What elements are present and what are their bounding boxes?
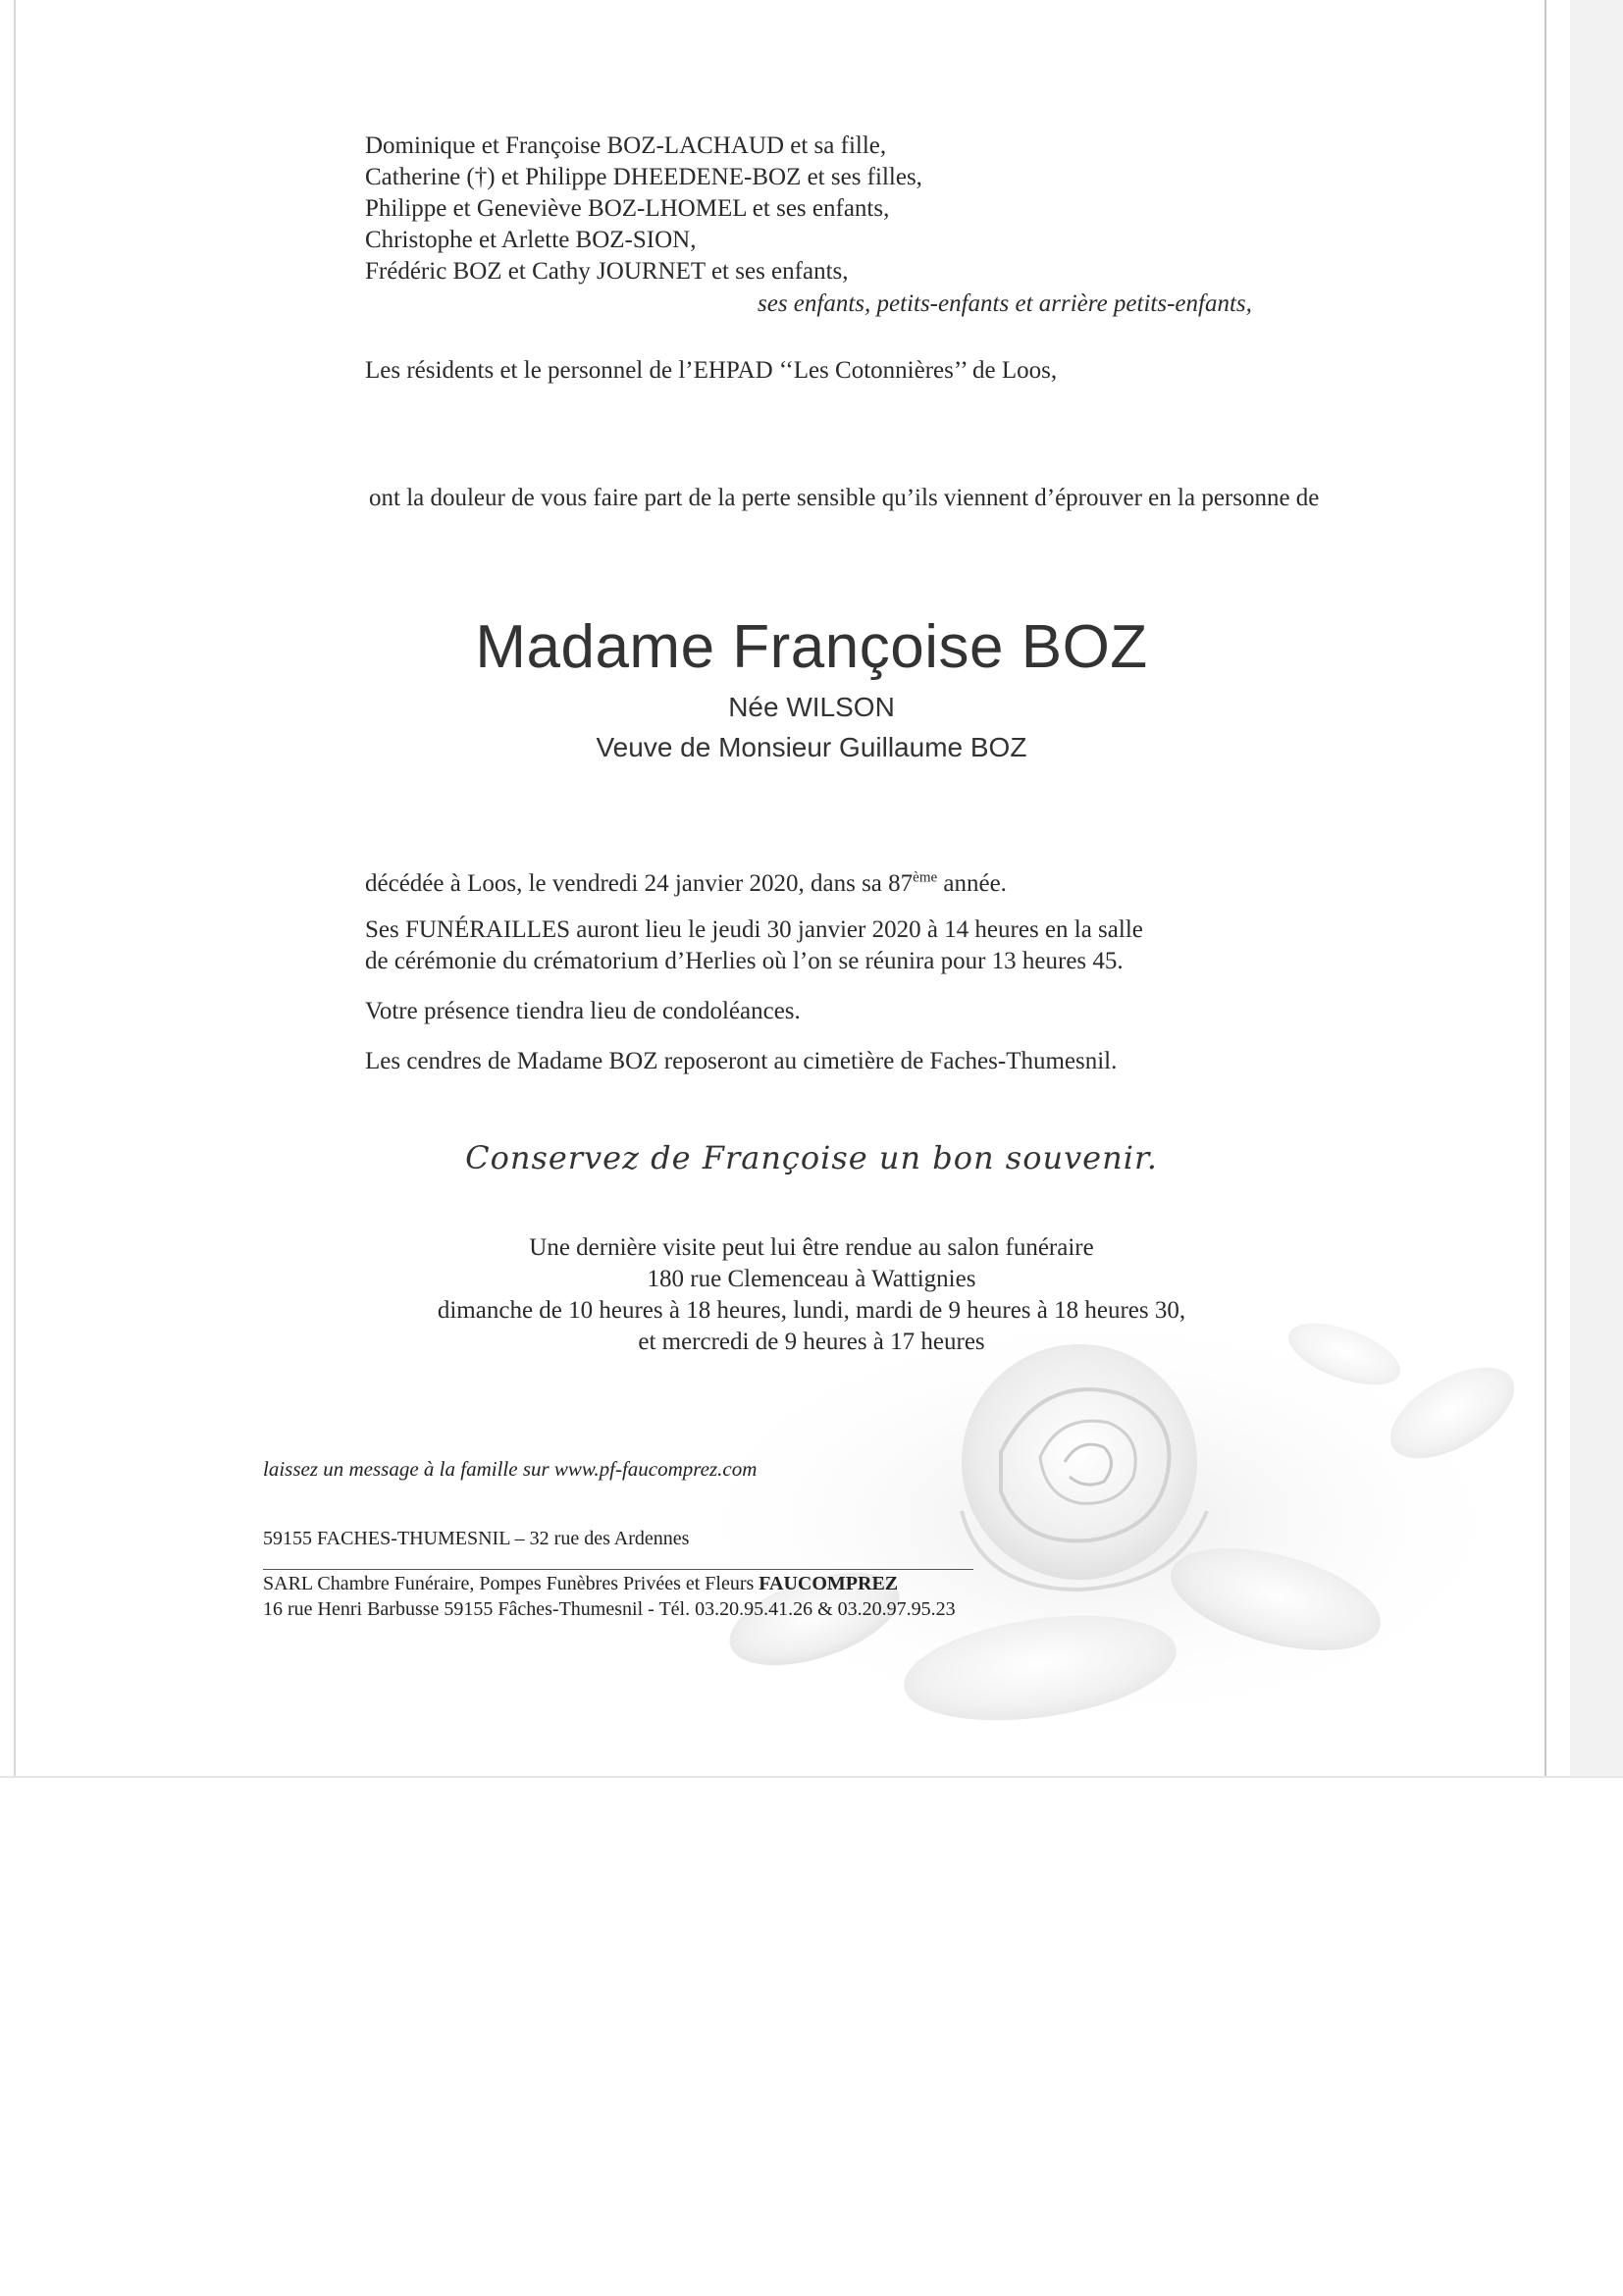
sheet-right-edge (1544, 0, 1546, 1778)
message-link-line: laissez un message à la famille sur www.pf-faucomprez.com (263, 1457, 758, 1481)
visit-line-3: dimanche de 10 heures à 18 heures, lundi, mardi de 9 heures à 18 heures 30, (437, 1297, 1186, 1324)
company-prefix: SARL Chambre Funéraire, Pompes Funèbres Privées et Fleurs (263, 1573, 759, 1594)
scan-shadow-band (1570, 0, 1623, 1778)
widow-of-line: Veuve de Monsieur Guillaume BOZ (596, 732, 1027, 762)
deceased-name: Madame Françoise BOZ (475, 613, 1148, 681)
funeral-line-1: Ses FUNÉRAILLES auront lieu le jeudi 30 janvier 2020 à 14 heures en la salle (365, 916, 1143, 943)
announcement-line: ont la douleur de vous faire part de la perte sensible qu’ils viennent d’éprouver en la personne de (369, 485, 1320, 511)
company-line (263, 1571, 898, 1596)
company-brand: FAUCOMPREZ (759, 1573, 899, 1594)
family-line-1: Dominique et Françoise BOZ-LACHAUD et sa fille, (365, 132, 887, 159)
sheet-left-edge (14, 0, 16, 1778)
family-line-2: Catherine (†) et Philippe DHEEDENE-BOZ et ses filles, (365, 164, 922, 190)
death-text-before: décédée à Loos, le vendredi 24 janvier 2020, dans sa 87 (365, 870, 914, 897)
family-line-5: Frédéric BOZ et Cathy JOURNET et ses enfants, (365, 258, 849, 285)
footer-divider (263, 1569, 973, 1570)
family-line-3: Philippe et Geneviève BOZ-LHOMEL et ses enfants, (365, 195, 890, 222)
agency-address: 59155 FACHES-THUMESNIL – 32 rue des Ardennes (263, 1528, 690, 1549)
company-contact: 16 rue Henri Barbusse 59155 Fâches-Thumesnil - Tél. 03.20.95.41.26 & 03.20.97.95.23 (263, 1598, 956, 1620)
death-ordinal-suffix: ème (913, 869, 938, 886)
sheet-bottom-edge (0, 1776, 1623, 1778)
visit-line-2: 180 rue Clemenceau à Wattignies (647, 1266, 976, 1292)
remembrance-script-line: Conservez de Françoise un bon souvenir. (465, 1139, 1158, 1176)
family-summary: ses enfants, petits-enfants et arrière petits-enfants, (758, 290, 1252, 317)
residents-line: Les résidents et le personnel de l’EHPAD ‘‘Les Cotonnières’’ de Loos, (365, 357, 1058, 384)
death-text-after: année. (937, 870, 1007, 897)
visit-line-1: Une dernière visite peut lui être rendue au salon funéraire (529, 1234, 1094, 1261)
condolences-line: Votre présence tiendra lieu de condoléances. (365, 998, 801, 1024)
funeral-line-2: de cérémonie du crématorium d’Herlies où l’on se réunira pour 13 heures 45. (365, 948, 1124, 974)
family-line-4: Christophe et Arlette BOZ-SION, (365, 227, 697, 253)
ashes-line: Les cendres de Madame BOZ reposeront au cimetière de Faches-Thumesnil. (365, 1048, 1118, 1074)
rose-watermark-icon (667, 1295, 1531, 1747)
birth-name: Née WILSON (728, 692, 895, 722)
death-line (365, 868, 1007, 900)
visit-line-4: et mercredi de 9 heures à 17 heures (638, 1329, 985, 1355)
